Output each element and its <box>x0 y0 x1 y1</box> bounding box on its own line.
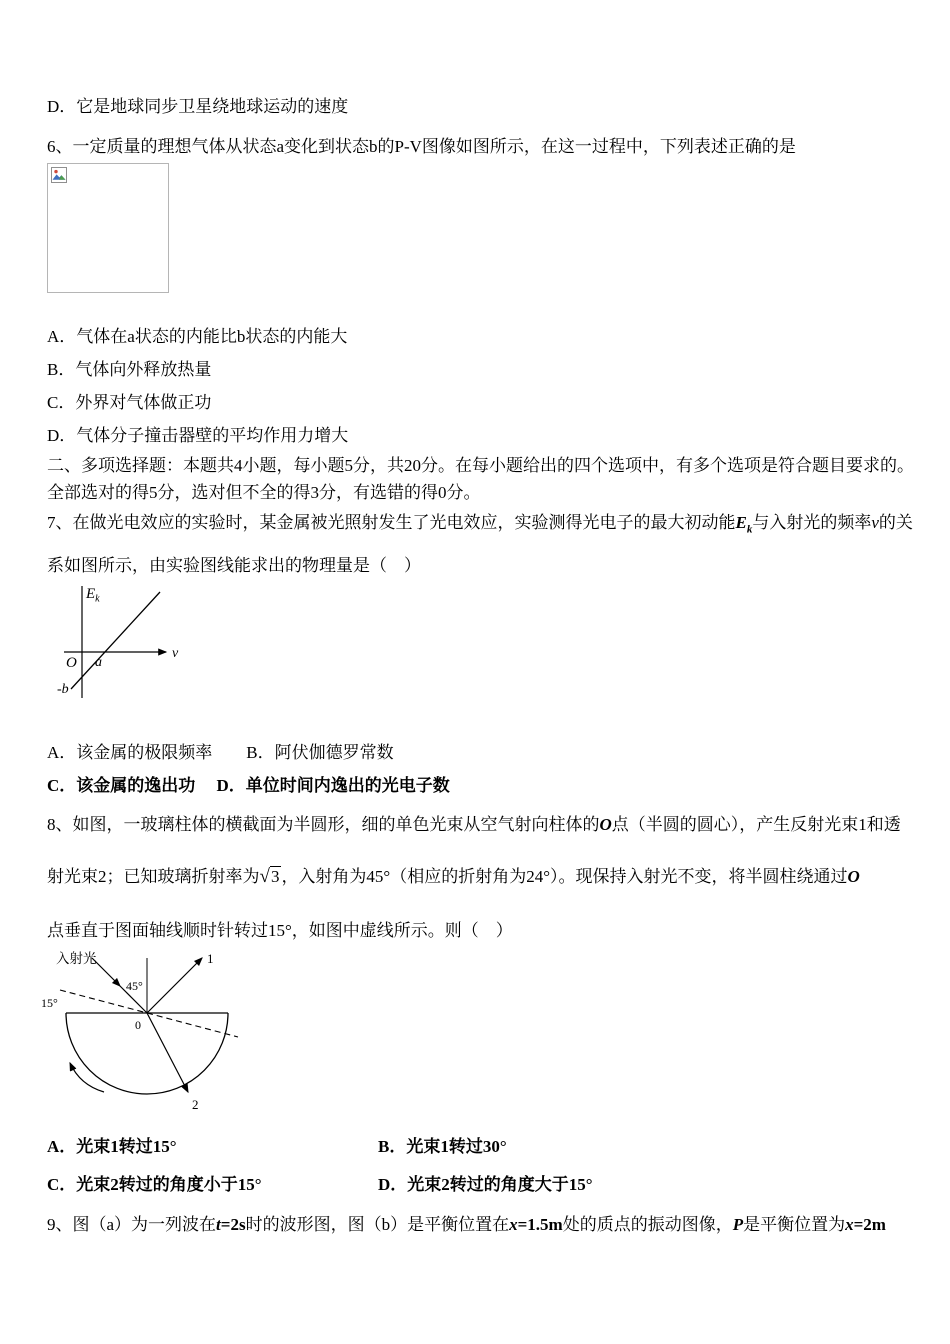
sqrt-3-expression <box>260 866 282 888</box>
q9-text-2: 时的波形图，图（b）是平衡位置在 <box>245 1215 510 1234</box>
q7-options-ab: A．该金属的极限频率 B．阿伏伽德罗常数 <box>47 743 394 762</box>
photoelectric-ek-nu-graph <box>50 578 200 706</box>
incident-light-label: 入射光 <box>56 951 97 966</box>
angle-45-label: 45° <box>126 979 143 993</box>
x-value-1: =1.5m <box>517 1215 563 1234</box>
angle-15-label: 15° <box>41 996 58 1010</box>
y-intercept-label: -b <box>57 682 69 697</box>
q8-option-a: A．光束1转过15° <box>47 1137 177 1156</box>
t-symbol: t <box>216 1215 221 1234</box>
q6-option-b: B．气体向外释放热量 <box>47 360 212 379</box>
q8-stem-text-1: 8、如图，一玻璃柱体的横截面为半圆形，细的单色光束从空气射向柱体的 <box>47 815 600 834</box>
x-axis-label: ν <box>172 646 179 661</box>
center-o-label: 0 <box>135 1018 141 1032</box>
q6-option-a: A．气体在a状态的内能比b状态的内能大 <box>47 327 348 346</box>
q8-stem-text-2: 点（半圆的圆心），产生反射光束1和透 <box>611 815 901 834</box>
origin-label: O <box>66 655 77 671</box>
q7-stem-text-pre: 7、在做光电效应的实验时，某金属被光照射发生了光电效应，实验测得光电子的最大初动能 <box>47 513 736 532</box>
ek-line <box>71 592 160 689</box>
q9-text-1: 9、图（a）为一列波在 <box>47 1215 217 1234</box>
o-point-symbol-2: O <box>847 867 860 886</box>
ek-label-base: E <box>86 586 96 602</box>
ray2-label: 2 <box>192 1097 199 1112</box>
refracted-ray-2 <box>147 1013 188 1092</box>
q6-option-c: C．外界对气体做正功 <box>47 393 212 412</box>
q9-text-4: 是平衡位置为 <box>743 1215 846 1234</box>
x-intercept-label: a <box>95 655 102 670</box>
q6-figure-placeholder <box>47 163 169 293</box>
nu-symbol: ν <box>871 513 879 532</box>
ray1-label: 1 <box>207 951 214 966</box>
q7-stem-text-mid: 与入射光的频率 <box>752 513 872 532</box>
q8-option-d: D．光束2转过的角度大于15° <box>378 1175 593 1194</box>
t-value: =2s <box>220 1215 246 1234</box>
y-axis-label <box>85 586 100 605</box>
x-symbol-2: x <box>845 1215 854 1234</box>
x-value-2: =2m <box>853 1215 886 1234</box>
q7-options-cd: C．该金属的逸出功 D．单位时间内逸出的光电子数 <box>47 776 450 795</box>
q8-option-c: C．光束2转过的角度小于15° <box>47 1175 262 1194</box>
ek-subscript: k <box>746 523 753 536</box>
q7-stem-text-post: 的关 <box>878 513 913 532</box>
q6-stem: 6、一定质量的理想气体从状态a变化到状态b的P-V图像如图所示，在这一过程中，下列表述正确的是 <box>47 137 796 156</box>
ek-label-sub: k <box>95 593 100 605</box>
ek-symbol: E <box>735 513 747 532</box>
section2-header-line1: 二、多项选择题：本题共4小题，每小题5分，共20分。在每小题给出的四个选项中，有多个选项是符合题目要求的。 <box>47 456 914 475</box>
q7-stem-line2: 系如图所示，由实验图线能求出的物理量是（ ） <box>47 556 421 575</box>
glass-curved-face <box>66 1013 228 1094</box>
q8-option-b: B．光束1转过30° <box>378 1137 507 1156</box>
semicircle-refraction-diagram <box>40 946 292 1122</box>
q8-stem-line2 <box>47 866 860 888</box>
q6-option-d: D．气体分子撞击器壁的平均作用力增大 <box>47 426 349 445</box>
q8-stem-text-4: ，入射角为45°（相应的折射角为24°）。现保持入射光不变，将半圆柱绕通过 <box>281 867 848 886</box>
x-symbol-1: x <box>509 1215 518 1234</box>
section2-header-line2: 全部选对的得5分，选对但不全的得3分，有选错的得0分。 <box>47 483 481 502</box>
q9-stem <box>47 1214 886 1236</box>
q8-stem-text-3: 射光束2；已知玻璃折射率为 <box>47 867 260 886</box>
q7-stem-line1 <box>47 512 913 534</box>
broken-image-icon <box>51 167 67 183</box>
reflected-ray-1 <box>147 958 202 1013</box>
p-symbol: P <box>732 1215 744 1234</box>
radicand: 3 <box>270 867 280 886</box>
radical-sign: √ <box>259 866 270 887</box>
q8-stem-line1 <box>47 814 901 836</box>
o-point-symbol: O <box>599 815 612 834</box>
q8-stem-line3: 点垂直于图面轴线顺时针转过15°，如图中虚线所示。则（ ） <box>47 921 513 940</box>
q9-text-3: 处的质点的振动图像， <box>562 1215 733 1234</box>
q5-option-d: D．它是地球同步卫星绕地球运动的速度 <box>47 97 349 116</box>
